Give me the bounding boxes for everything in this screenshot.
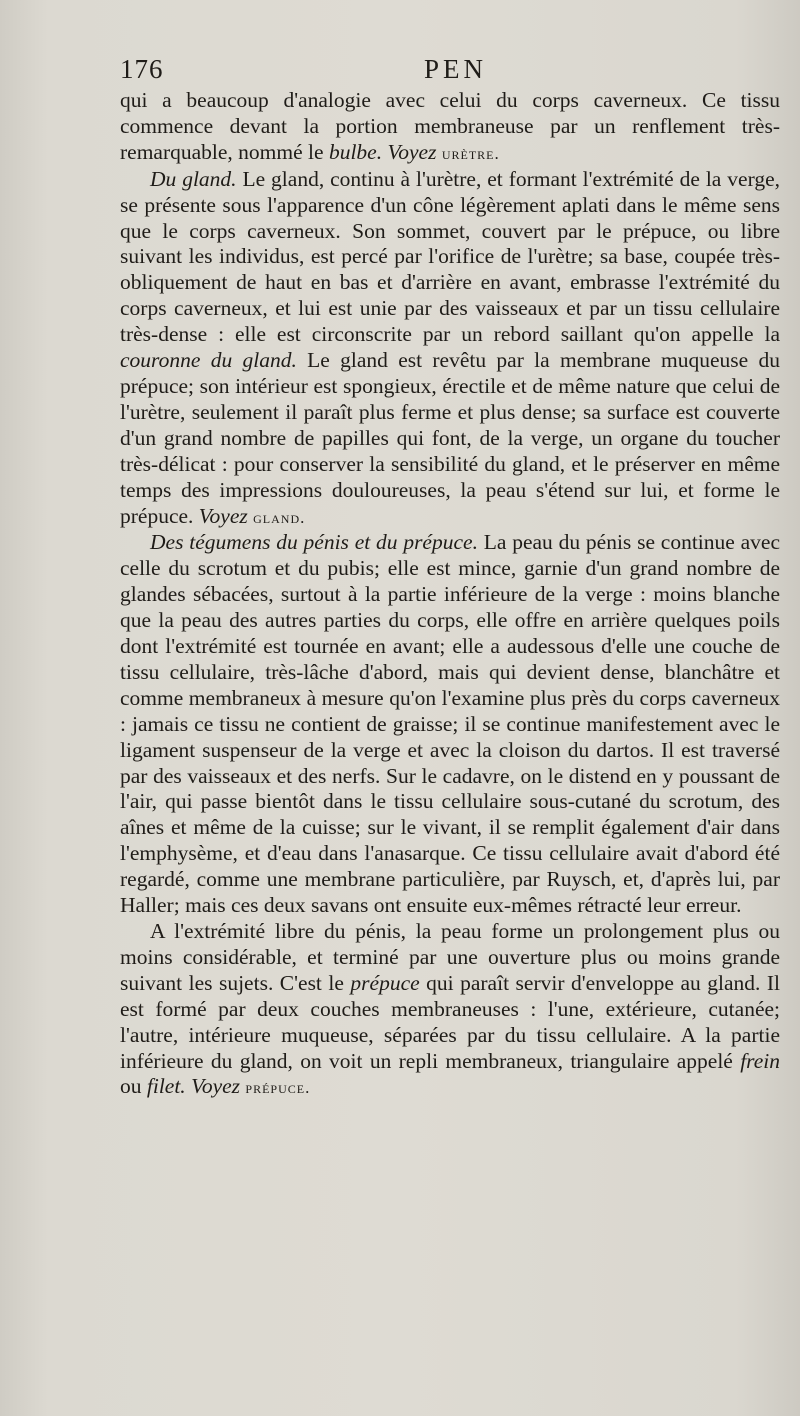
cross-reference: gland. (253, 507, 306, 527)
voyez-label: Voyez (198, 503, 248, 528)
voyez-label: Voyez (191, 1074, 241, 1099)
paragraph-4 (120, 919, 780, 1101)
cross-reference: prépuce. (245, 1078, 311, 1098)
text-run: qui a beaucoup d'analogie avec celui du corps caverneux. Ce tissu commence devant la portion membraneuse par un renflement très-remarquable, nommé le (120, 88, 780, 164)
term-bulbe: bulbe. (328, 139, 383, 164)
paragraph-1 (120, 88, 780, 167)
text-run: qui paraît servir d'enveloppe au gland. Il est formé par deux couches membraneuses : l'une, extérieure, cutanée; l'autre, intérieure muqueuse, séparées par du tissu cellulaire. A la partie inférieure du gland, on voit un repli membraneux, triangulaire appelé (120, 970, 780, 1073)
section-lead: Des tégumens du pénis et du prépuce. (150, 530, 478, 555)
running-head: PEN (424, 54, 488, 84)
page-number: 176 (120, 54, 164, 84)
text-run: ou (120, 1074, 147, 1099)
term-frein: frein (740, 1048, 780, 1073)
section-lead: Du gland. (150, 166, 237, 191)
text-run: Le gland est revêtu par la membrane muqueuse du prépuce; son intérieur est spongieux, érectile et de même nature que celui de l'urètre, seulement il paraît plus ferme et plus dense; sa surface est couverte d'un grand nombre de papilles qui font, de la verge, un organe du toucher très-délicat : pour conserver la sensibilité du gland, et le préserver en même temps des impressions douloureuses, la peau s'étend sur lui, et forme le prépuce. (120, 348, 780, 528)
term-prepuce: prépuce (350, 970, 420, 995)
paragraph-3 (120, 530, 780, 919)
term-filet: filet. (146, 1074, 186, 1099)
voyez-label: Voyez (387, 139, 437, 164)
body-text (120, 88, 780, 1101)
text-run: Le gland, continu à l'urètre, et formant l'extrémité de la verge, se présente sous l'apparence d'un cône légèrement aplati dans le même sens que le corps caverneux. Son sommet, couvert par le prépuce, ou libre suivant les individus, est percé par l'orifice de l'urètre; sa base, coupée très-obliquement de haut en bas et d'arrière en avant, embrasse l'extrémité du corps caverneux, et lui est unie par des vaisseaux et par un tissu cellulaire très-dense : elle est circonscrite par un rebord saillant qu'on appelle la (120, 166, 781, 347)
text-run: La peau du pénis se continue avec celle du scrotum et du pubis; elle est mince, garnie d'un grand nombre de glandes sébacées, surtout à la partie inférieure de la verge : moins blanche que la peau des autres parties du corps, elle offre en arrière quelques poils dont l'extrémité est tournée en avant; elle a audessous d'elle une couche de tissu cellulaire, très-lâche d'abord, mais qui devient dense, blanchâtre et comme membraneux à mesure qu'on l'examine plus près du corps caverneux : jamais ce tissu ne contient de graisse; il se continue manifestement avec le ligament suspenseur de la verge et avec la cloison du dartos. Il est traversé par des vaisseaux et des nerfs. Sur le cadavre, on le distend en y poussant de l'air, qui passe bientôt dans le tissu cellulaire sous-cutané du scrotum, des aînes et même de la cuisse; sur le vivant, il se remplit également d'air dans l'emphysème, et d'eau dans l'anasarque. Ce tissu cellulaire avait d'abord été regardé, comme une membrane particulière, par Ruysch, et, d'après lui, par Haller; mais ces deux savans ont ensuite eux-mêmes rétracté leur erreur. (120, 530, 780, 918)
text-run: A l'extrémité libre du pénis, la peau forme un prolongement plus ou moins considérable, et terminé par une ouverture plus ou moins grande suivant les sujets. C'est le (120, 919, 780, 995)
cross-reference: urètre. (441, 143, 500, 163)
page-header (120, 54, 780, 88)
term-couronne: couronne du gland. (120, 348, 297, 373)
paragraph-2 (120, 167, 780, 531)
